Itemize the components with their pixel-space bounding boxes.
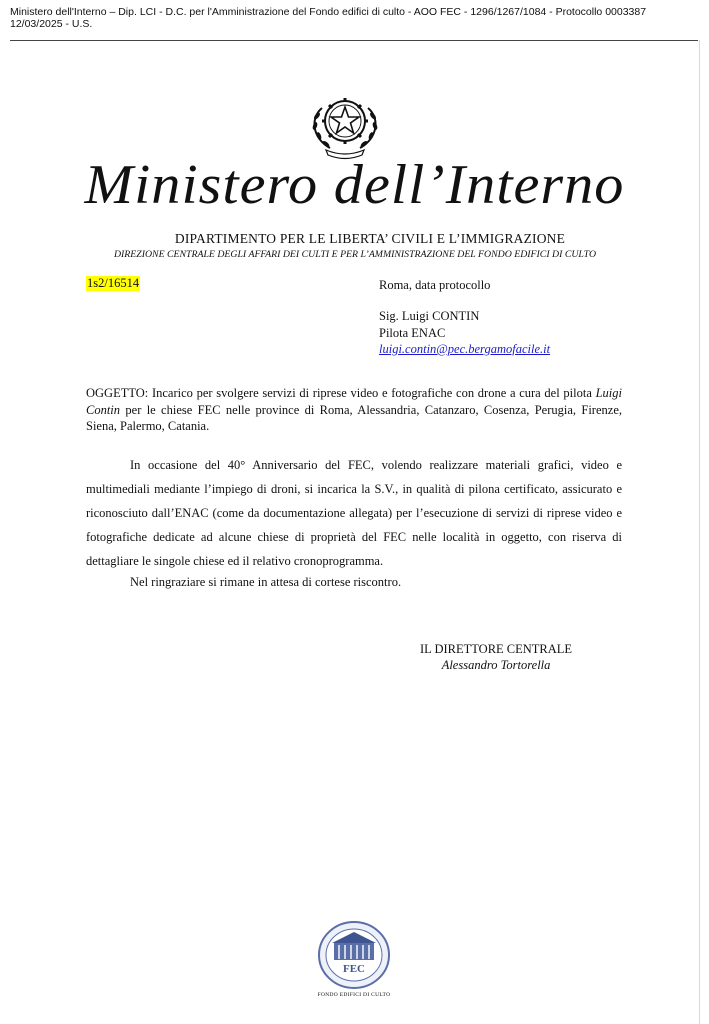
ministry-name: Ministero dell’Interno [84, 154, 625, 216]
place-date: Roma, data protocollo [379, 278, 491, 292]
protocol-stamp-line1: Ministero dell'Interno – Dip. LCI - D.C. per l'Amministrazione del Fondo edifici di culto - AOO FEC - 1296/1267/1084 - Protocollo 0003387 [10, 6, 647, 18]
header-divider [10, 40, 698, 41]
subject-paragraph [86, 385, 622, 435]
directorate-name: DIREZIONE CENTRALE DEGLI AFFARI DEI CULTI E PER L’AMMINISTRAZIONE DEL FONDO EDIFICI DI CULTO [113, 249, 597, 260]
fec-logo-text: FEC [343, 963, 365, 975]
protocol-stamp [10, 6, 700, 30]
fec-seal-icon [315, 918, 393, 992]
signature-name: Alessandro Tortorella [441, 658, 551, 672]
signature-title: IL DIRETTORE CENTRALE [420, 642, 573, 656]
signature-block [420, 641, 572, 673]
protocol-stamp-line2: 12/03/2025 - U.S. [10, 18, 93, 30]
recipient-name: Sig. Luigi CONTIN [379, 309, 480, 323]
subject-text-after: per le chiese FEC nelle province di Roma, Alessandria, Catanzaro, Cosenza, Perugia, Firenze, Siena, Palermo, Catania. [86, 402, 622, 433]
subject-pilot-name: Luigi Contin [86, 386, 622, 417]
recipient-role: Pilota ENAC [379, 325, 446, 340]
subject-label: OGGETTO: [86, 386, 149, 400]
subject-text-before: Incarico per svolgere servizi di riprese video e fotografiche con drone a cura del pilota [148, 386, 596, 400]
recipient-email-link[interactable]: luigi.contin@pec.bergamofacile.it [379, 342, 551, 356]
body-paragraph-2: Nel ringraziare si rimane in attesa di cortese riscontro. [130, 575, 402, 589]
body-paragraph-1: In occasione del 40° Anniversario del FEC, volendo realizzare materiali grafici, video e multimediali mediante l’impiego di droni, si incarica la S.V., in qualità di pilona certificato, assicurato e riconosciuto dall’ENAC (come da documentazione allegata) per l’esecuzione di servizi di riprese video e fotografiche dedicate ad alcune chiese di proprietà del FEC nelle località in oggetto, con riserva di dettagliare le singole chiese ed il relativo cronoprogramma. [86, 458, 622, 568]
department-name: DIPARTIMENTO PER LE LIBERTA’ CIVILI E L’IMMIGRAZIONE [174, 231, 566, 246]
recipient-block [379, 308, 550, 358]
protocol-code: 1s2/16514 [87, 276, 140, 290]
fec-label: FONDO EDIFICI DI CULTO [317, 992, 391, 998]
